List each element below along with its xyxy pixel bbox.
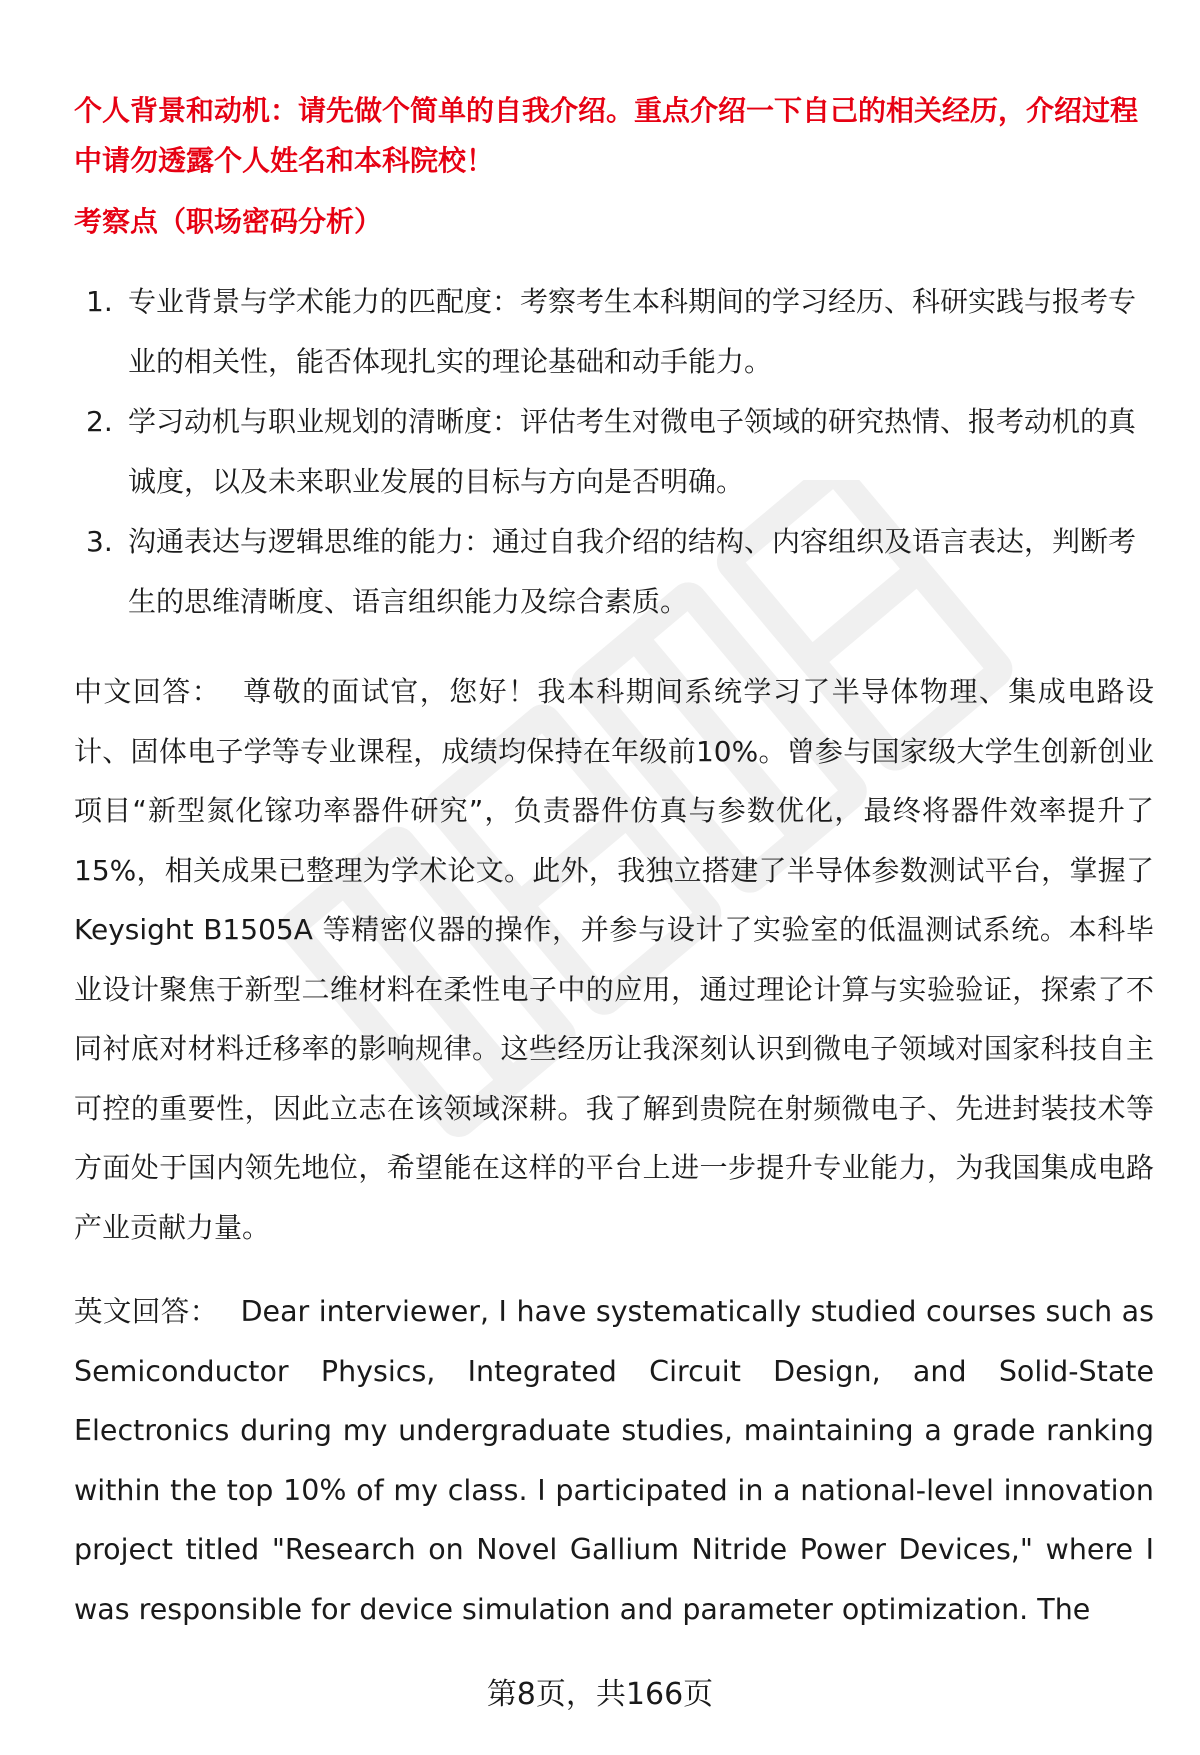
list-item bbox=[74, 272, 1144, 392]
english-answer bbox=[74, 1282, 1154, 1639]
focus-title: 考察点（职场密码分析） bbox=[74, 205, 383, 238]
question-heading: 个人背景和动机：请先做个简单的自我介绍。重点介绍一下自己的相关经历，介绍过程中请勿透露个人姓名和本科院校！ bbox=[74, 94, 1139, 177]
chinese-answer-label: 中文回答： bbox=[74, 675, 222, 708]
assessment-points-list bbox=[74, 272, 1144, 632]
list-item-text: 沟通表达与逻辑思维的能力：通过自我介绍的结构、内容组织及语言表达，判断考生的思维清晰度、语言组织能力及综合素质。 bbox=[128, 525, 1137, 618]
list-item bbox=[74, 392, 1144, 512]
english-answer-text: Dear interviewer, I have systematically studied courses such as Semiconductor Physics, Integrated Circuit Design, and Solid-State Electronics during my undergraduate studies, maintaining a grade ranking within the top 10% of my class. I participated in a national-level innovation project titled "Research on Novel Gallium Nitride Power Devices," where I was responsible for device simulation and parameter optimization. The bbox=[74, 1295, 1154, 1626]
list-item-text: 专业背景与学术能力的匹配度：考察考生本科期间的学习经历、科研实践与报考专业的相关性，能否体现扎实的理论基础和动手能力。 bbox=[128, 285, 1137, 378]
list-item-text: 学习动机与职业规划的清晰度：评估考生对微电子领域的研究热情、报考动机的真诚度，以及未来职业发展的目标与方向是否明确。 bbox=[128, 405, 1137, 498]
list-item-number: 2. bbox=[86, 405, 113, 438]
list-item-number: 1. bbox=[86, 285, 113, 318]
list-item-number: 3. bbox=[86, 525, 113, 558]
chinese-answer bbox=[74, 662, 1154, 1257]
english-answer-label: 英文回答： bbox=[74, 1295, 219, 1328]
chinese-answer-text: 尊敬的面试官，您好！我本科期间系统学习了半导体物理、集成电路设计、固体电子学等专业课程，成绩均保持在年级前10%。曾参与国家级大学生创新创业项目“新型氮化镓功率器件研究”，负责器件仿真与参数优化，最终将器件效率提升了15%，相关成果已整理为学术论文。此外，我独立搭建了半导体参数测试平台，掌握了 Keysight B1505A 等精密仪器的操作，并参与设计了实验室的低温测试系统。本科毕业设计聚焦于新型二维材料在柔性电子中的应用，通过理论计算与实验验证，探索了不同衬底对材料迁移率的影响规律。这些经历让我深刻认识到微电子领域对国家科技自主可控的重要性，因此立志在该领域深耕。我了解到贵院在射频微电子、先进封装技术等方面处于国内领先地位，希望能在这样的平台上进一步提升专业能力，为我国集成电路产业贡献力量。 bbox=[74, 675, 1154, 1244]
list-item bbox=[74, 512, 1144, 632]
page-number-footer: 第8页，共166页 bbox=[486, 1677, 714, 1712]
